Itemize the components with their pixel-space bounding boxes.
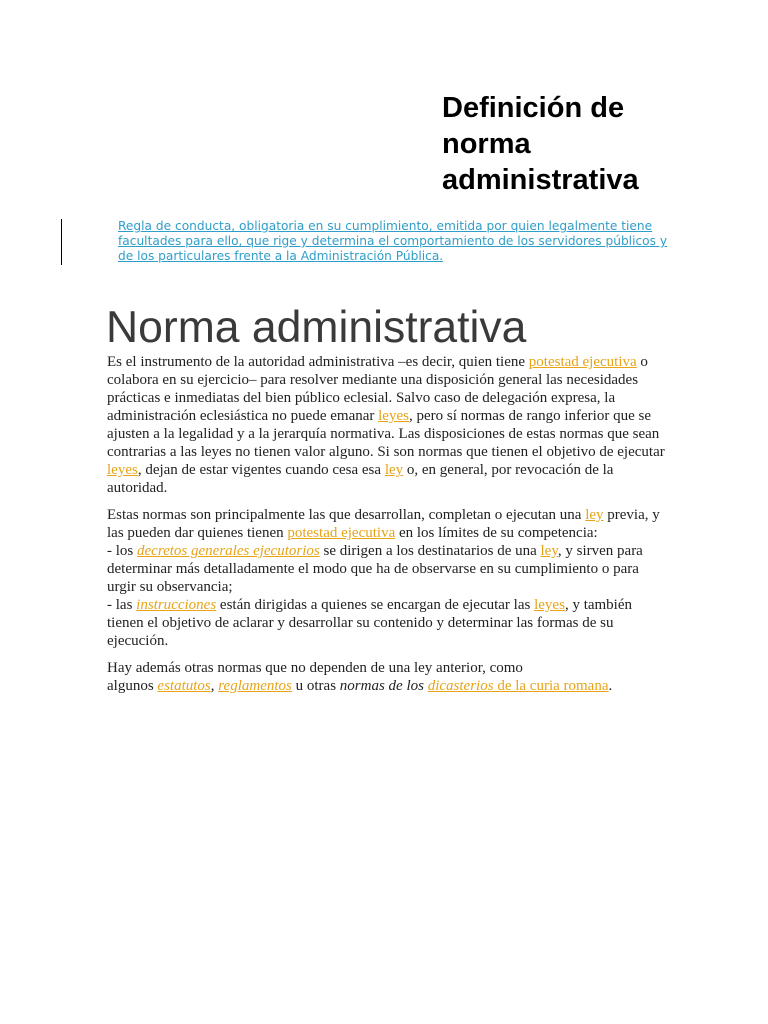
p3-text-5: normas de los bbox=[339, 678, 428, 694]
p3-text-6: . bbox=[608, 678, 613, 694]
p3-text-1: Hay además otras normas que no dependen de una ley anterior, como bbox=[107, 660, 523, 676]
definition-heading-line-1: Definición de bbox=[442, 92, 625, 124]
link-curia-romana[interactable]: de la curia romana bbox=[493, 678, 609, 694]
section-title: Norma administrativa bbox=[106, 303, 527, 352]
definition-heading bbox=[442, 90, 742, 198]
link-leyes[interactable]: leyes bbox=[378, 408, 409, 424]
article-body bbox=[107, 353, 669, 704]
paragraph-1 bbox=[107, 353, 669, 497]
p1-text-4: , dejan de estar vigentes cuando cesa esa bbox=[137, 462, 385, 478]
p3-text-3: , bbox=[210, 678, 219, 694]
paragraph-2 bbox=[107, 506, 669, 650]
definition-heading-line-3: administrativa bbox=[442, 164, 639, 196]
p1-text-5: o, en general, por revocación de la autoridad. bbox=[107, 462, 614, 496]
link-ley[interactable]: ley bbox=[540, 543, 558, 559]
p1-text-1: Es el instrumento de la autoridad administrativa –es decir, quien tiene bbox=[107, 354, 529, 370]
paragraph-3 bbox=[107, 659, 669, 695]
link-potestad-ejecutiva[interactable]: potestad ejecutiva bbox=[287, 525, 396, 541]
p2-text-8: están dirigidas a quienes se encargan de ejecutar las bbox=[216, 597, 535, 613]
p1-text-3: , pero sí normas de rango inferior que se ajusten a la legalidad y a la jerarquía normativa. Las disposiciones de estas normas que sean contrarias a las leyes no tienen valor alguno. Si son normas que tienen el objetivo de ejecutar bbox=[107, 408, 665, 460]
p2-text-5: se dirigen a los destinatarios de una bbox=[319, 543, 541, 559]
link-estatutos[interactable]: estatutos bbox=[157, 678, 211, 694]
p2-text-4: - los bbox=[107, 543, 137, 559]
definition-line-1: Regla de conducta, obligatoria en su cumplimiento, emitida por quien legalmente tiene bbox=[118, 219, 653, 233]
link-reglamentos[interactable]: reglamentos bbox=[218, 678, 292, 694]
p2-text-9: , y también tienen el objetivo de aclarar y desarrollar su contenido y determinar las formas de su ejecución. bbox=[107, 597, 633, 649]
p2-text-3: en los límites de su competencia: bbox=[395, 525, 598, 541]
link-dicasterios[interactable]: dicasterios bbox=[427, 678, 494, 694]
p1-text-2: o colabora en su ejercicio– para resolver mediante una disposición general las necesidades prácticas e inmediatas del bien público eclesial. Salvo caso de delegación expresa, la administración eclesiástica no puede emanar bbox=[107, 354, 648, 424]
link-leyes[interactable]: leyes bbox=[534, 597, 565, 613]
p3-text-4: u otras bbox=[291, 678, 340, 694]
text-cursor-bar bbox=[61, 219, 62, 265]
p2-text-2: previa, y las pueden dar quienes tienen bbox=[107, 507, 660, 541]
p2-text-1: Estas normas son principalmente las que desarrollan, completan o ejecutan una bbox=[107, 507, 586, 523]
definition-line-3: de los particulares frente a la Administración Pública. bbox=[118, 249, 444, 263]
link-instrucciones[interactable]: instrucciones bbox=[136, 597, 217, 613]
p2-text-6: , y sirven para determinar más detalladamente el modo que ha de observarse en su cumplimiento o para urgir su observancia; bbox=[107, 543, 643, 595]
link-potestad-ejecutiva[interactable]: potestad ejecutiva bbox=[528, 354, 637, 370]
link-ley[interactable]: ley bbox=[384, 462, 404, 478]
definition-text[interactable] bbox=[118, 219, 678, 264]
p2-text-7: - las bbox=[107, 597, 137, 613]
p3-text-2: algunos bbox=[107, 678, 158, 694]
definition-heading-line-2: norma bbox=[442, 128, 531, 160]
link-ley[interactable]: ley bbox=[585, 507, 604, 523]
link-decretos-generales-ejecutorios[interactable]: decretos generales ejecutorios bbox=[137, 543, 320, 559]
definition-line-2: facultades para ello, que rige y determina el comportamiento de los servidores públicos y bbox=[118, 234, 668, 248]
link-leyes[interactable]: leyes bbox=[107, 462, 138, 478]
